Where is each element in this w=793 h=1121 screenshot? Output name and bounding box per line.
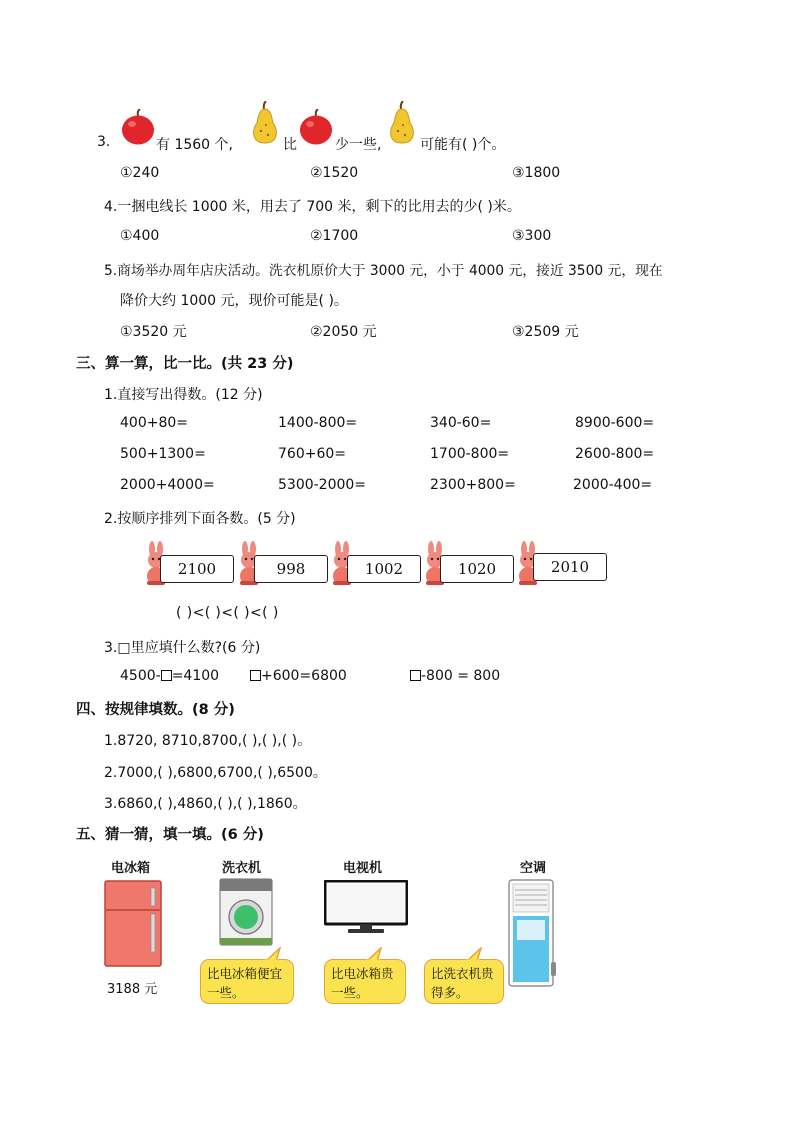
q5-option-3[interactable]: ③2509 元: [512, 324, 579, 340]
ac-hint-bubble: [424, 959, 504, 1004]
number-card: 998: [254, 555, 328, 583]
apple-icon: [121, 109, 155, 145]
calc-item: 2000+4000=: [120, 477, 215, 493]
tv-icon: [324, 880, 408, 936]
section-5-title: 五、猜一猜，填一填。(6 分): [76, 827, 264, 843]
air-conditioner-icon: [507, 878, 557, 988]
q3-option-3[interactable]: ③1800: [512, 165, 561, 181]
calc-item: 2000-400=: [573, 477, 653, 493]
q4-option-2[interactable]: ②1700: [310, 228, 359, 244]
fill-box-equation-3: [410, 668, 500, 684]
pear-icon: [249, 101, 281, 145]
answer-box[interactable]: [161, 670, 172, 681]
tv-hint-bubble: [324, 959, 406, 1004]
fridge-icon: [104, 880, 162, 967]
q5-line-2: 降价大约 1000 元，现价可能是( )。: [120, 293, 348, 309]
bubble-tail-icon: [365, 947, 383, 961]
washer-hint-bubble: [200, 959, 294, 1004]
bubble-line: 一些。: [331, 985, 369, 1000]
q4-text: 4.一捆电线长 1000 米，用去了 700 米，剩下的比用去的少( )米。: [104, 199, 521, 215]
bubble-line: 一些。: [207, 985, 245, 1000]
q4-option-3[interactable]: ③300: [512, 228, 552, 244]
equation-left: 4500-: [120, 668, 161, 684]
order-answer-line[interactable]: ( )<( )<( )<( ): [176, 605, 279, 621]
equation-right: -800 = 800: [421, 668, 501, 684]
pear-icon: [386, 101, 418, 145]
sequence-item-2[interactable]: 2.7000,( ),6800,6700,( ),6500。: [104, 765, 327, 781]
bubble-line: 比电冰箱便宜: [207, 966, 283, 981]
calc-item: 5300-2000=: [278, 477, 367, 493]
section-3-sub-1: 1.直接写出得数。(12 分): [104, 387, 263, 403]
number-card: 1020: [440, 555, 514, 583]
section-3-sub-2: 2.按顺序排列下面各数。(5 分): [104, 511, 296, 527]
sequence-item-3[interactable]: 3.6860,( ),4860,( ),( ),1860。: [104, 796, 307, 812]
bubble-line: 比电冰箱贵: [331, 966, 394, 981]
calc-item: 8900-600=: [575, 415, 655, 431]
equation-right: =4100: [171, 668, 220, 684]
section-4-title: 四、按规律填数。(8 分): [76, 702, 235, 718]
calc-item: 500+1300=: [120, 446, 206, 462]
calc-item: 340-60=: [430, 415, 492, 431]
tv-label: 电视机: [343, 861, 383, 876]
calc-item: 2600-800=: [575, 446, 655, 462]
q3-option-2[interactable]: ②1520: [310, 165, 359, 181]
number-card: 2100: [160, 555, 234, 583]
washer-label: 洗衣机: [222, 861, 262, 876]
q5-line-1: 5.商场举办周年店庆活动。洗衣机原价大于 3000 元，小于 4000 元，接近 3500 元，现在: [104, 263, 663, 279]
calc-item: 2300+800=: [430, 477, 516, 493]
bubble-line: 得多。: [431, 985, 469, 1000]
q3-number: 3.: [97, 134, 111, 150]
answer-box[interactable]: [410, 670, 421, 681]
bubble-tail-icon: [264, 947, 282, 961]
number-card: 2010: [533, 553, 607, 581]
fill-box-equation-2: [250, 668, 347, 684]
fill-box-equation-1: [120, 668, 219, 684]
section-3-title: 三、算一算，比一比。(共 23 分): [76, 356, 294, 372]
q3-text-2: 比: [283, 137, 297, 153]
q3-option-1[interactable]: ①240: [120, 165, 160, 181]
bubble-line: 比洗衣机贵: [431, 966, 494, 981]
bubble-tail-icon: [465, 947, 483, 961]
answer-box[interactable]: [250, 670, 261, 681]
q3-text-1: 有 1560 个,: [156, 137, 233, 153]
calc-item: 1400-800=: [278, 415, 358, 431]
apple-icon: [299, 109, 333, 145]
q4-option-1[interactable]: ①400: [120, 228, 160, 244]
ac-label: 空调: [520, 861, 547, 876]
washing-machine-icon: [219, 878, 273, 946]
q5-option-1[interactable]: ①3520 元: [120, 324, 187, 340]
q3-text-3: 少一些,: [335, 137, 382, 153]
calc-item: 760+60=: [278, 446, 346, 462]
calc-item: 1700-800=: [430, 446, 510, 462]
sequence-item-1[interactable]: 1.8720, 8710,8700,( ),( ),( )。: [104, 733, 312, 749]
equation-right: +600=6800: [261, 668, 347, 684]
q3-text-4: 可能有( )个。: [420, 137, 506, 153]
calc-item: 400+80=: [120, 415, 188, 431]
number-card: 1002: [347, 555, 421, 583]
fridge-price: 3188 元: [107, 982, 158, 997]
fridge-label: 电冰箱: [111, 861, 151, 876]
section-3-sub-3: 3.□里应填什么数?(6 分): [104, 640, 261, 656]
q5-option-2[interactable]: ②2050 元: [310, 324, 377, 340]
